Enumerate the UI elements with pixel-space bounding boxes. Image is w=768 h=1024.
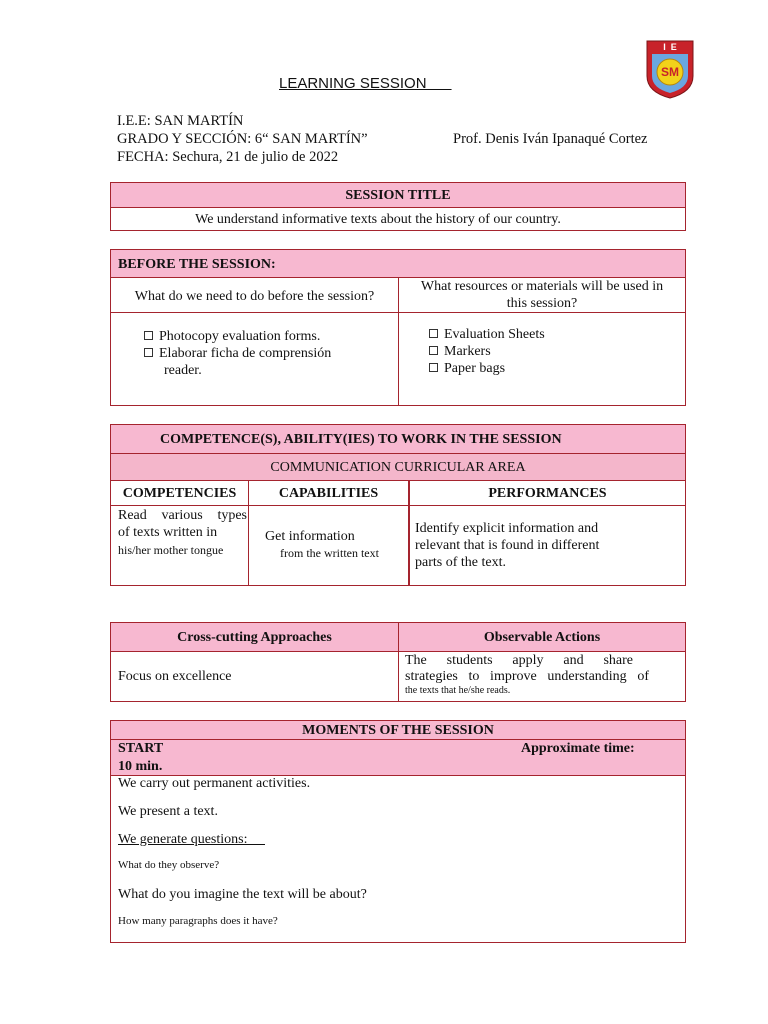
moment-line: We present a text. — [118, 804, 218, 819]
resource-item: Evaluation Sheets — [429, 326, 545, 343]
resource-item: Paper bags — [429, 360, 505, 377]
competence-header: COMPETENCE(S), ABILITY(IES) TO WORK IN THE SESSION — [160, 432, 562, 447]
capability-line: Get information — [265, 529, 355, 544]
capability-line: from the written text — [280, 546, 379, 560]
before-col2-header-line2: this session? — [506, 296, 578, 311]
need-item: Elaborar ficha de comprensión — [144, 345, 331, 362]
approach-text: Focus on excellence — [118, 669, 232, 684]
before-session-table — [110, 249, 686, 406]
performance-line: parts of the text. — [415, 555, 506, 570]
time-value: 10 min. — [118, 759, 163, 774]
performance-line: Identify explicit information and — [415, 521, 599, 536]
checkbox-icon — [429, 346, 438, 355]
session-title-header: SESSION TITLE — [345, 188, 451, 203]
competence-table — [110, 424, 686, 586]
checkbox-icon — [429, 329, 438, 338]
moments-header: MOMENTS OF THE SESSION — [302, 723, 494, 738]
session-title-text: We understand informative texts about the history of our country. — [195, 212, 561, 227]
action-line: the texts that he/she reads. — [405, 685, 511, 696]
approaches-table — [110, 622, 686, 702]
question-line: How many paragraphs does it have? — [118, 915, 278, 927]
col-performances: PERFORMANCES — [488, 486, 607, 501]
moments-table — [110, 720, 686, 943]
checkbox-icon — [144, 348, 153, 357]
before-col1-header: What do we need to do before the session? — [134, 289, 375, 304]
question-line: What do they observe? — [118, 859, 220, 871]
action-line: strategies to improve understanding of — [405, 669, 649, 684]
competency-line: Read various types — [118, 508, 247, 523]
teacher-name: Prof. Denis Iván Ipanaqué Cortez — [453, 131, 648, 147]
col-capabilities: CAPABILITIES — [278, 486, 379, 501]
start-label: START — [118, 741, 164, 756]
grade-section: GRADO Y SECCIÓN: 6“ SAN MARTÍN” — [117, 131, 368, 147]
need-item: Photocopy evaluation forms. — [144, 328, 320, 345]
col-competencies: COMPETENCIES — [122, 486, 237, 501]
school-name: I.E.E: SAN MARTÍN — [117, 113, 244, 129]
moment-line: We generate questions: — [118, 832, 265, 847]
moment-line: We carry out permanent activities. — [118, 776, 311, 791]
session-title-table — [110, 182, 686, 231]
session-date: FECHA: Sechura, 21 de julio de 2022 — [117, 149, 339, 165]
col-actions: Observable Actions — [483, 630, 601, 645]
question-line: What do you imagine the text will be about? — [118, 887, 367, 902]
time-label: Approximate time: — [521, 741, 635, 756]
before-session-header: BEFORE THE SESSION: — [118, 257, 276, 272]
logo-monogram: SM — [661, 65, 679, 79]
performance-line: relevant that is found in different — [415, 538, 600, 553]
action-line: The students apply and share — [405, 653, 633, 668]
checkbox-icon — [429, 363, 438, 372]
need-item-continuation: reader. — [164, 363, 202, 378]
page-title: LEARNING SESSION — [279, 75, 452, 92]
resource-item: Markers — [429, 343, 491, 360]
curricular-area: COMMUNICATION CURRICULAR AREA — [270, 460, 526, 475]
col-approaches: Cross-cutting Approaches — [177, 630, 332, 645]
competency-line: his/her mother tongue — [118, 543, 224, 557]
school-logo — [644, 38, 696, 100]
logo-top-text: I E — [663, 42, 677, 52]
competency-line: of texts written in — [118, 525, 218, 540]
before-col2-header-line1: What resources or materials will be used in — [420, 279, 664, 294]
checkbox-icon — [144, 331, 153, 340]
